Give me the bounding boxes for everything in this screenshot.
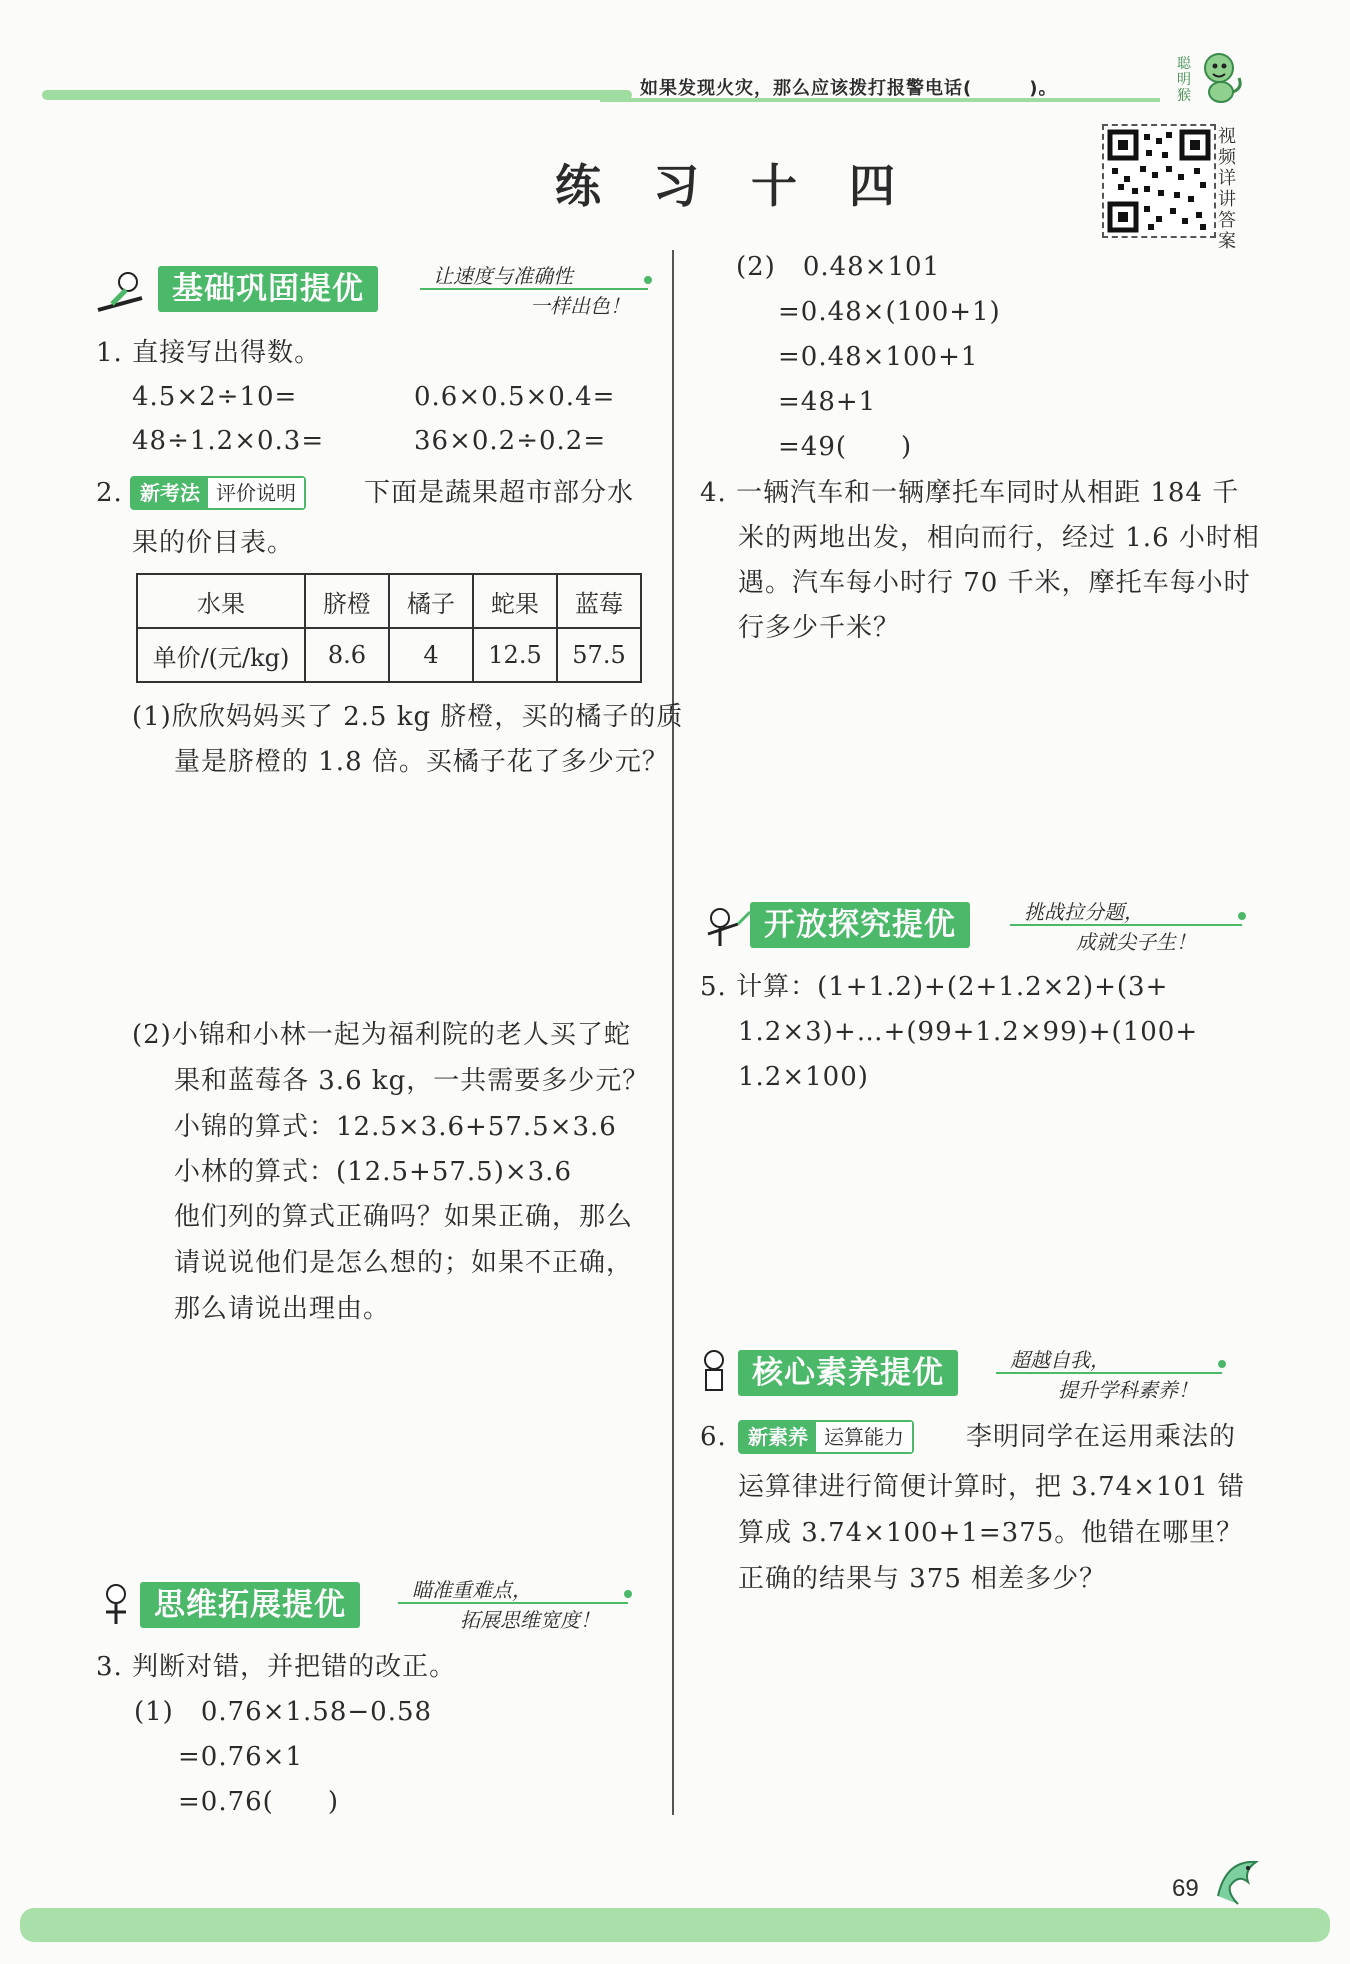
q3-stem: 3. 判断对错，并把错的改正。 [96, 1652, 457, 1682]
q3-part2-line5: =49( ) [778, 432, 913, 462]
explorer-mascot-icon [698, 904, 756, 950]
q6-line4: 正确的结果与 375 相差多少？ [738, 1564, 1107, 1594]
price-table [136, 573, 642, 683]
runner-mascot-icon [92, 270, 150, 316]
slogan-dot [1238, 912, 1246, 920]
q6-line3: 算成 3.74×100+1=375。他错在哪里？ [738, 1518, 1244, 1548]
section-basic-slogan-1: 让速度与准确性 [433, 264, 573, 288]
slogan-dot [644, 276, 652, 284]
q6-line1: 李明同学在运用乘法的 [966, 1422, 1237, 1452]
q2-stem-2: 果的价目表。 [132, 528, 295, 558]
page-title: 练 习 十 四 [555, 159, 914, 213]
q1-item-3: 48÷1.2×0.3= [132, 426, 325, 456]
mascot-label: 聪明猴 [1177, 56, 1191, 104]
price-table-header: 水果 [137, 574, 305, 628]
q1-item-1: 4.5×2÷10= [132, 382, 298, 412]
qr-label: 视频详讲答案 [1218, 126, 1236, 252]
price-table-header: 蓝莓 [557, 574, 641, 628]
qr-code[interactable] [1102, 124, 1216, 238]
q6-number: 6. [700, 1422, 727, 1452]
page-number: 69 [1172, 1875, 1199, 1902]
price-table-cell: 8.6 [305, 628, 389, 682]
q2-part2-line7: 那么请说出理由。 [174, 1294, 391, 1324]
q2-tag [130, 476, 306, 510]
q3-part1-line1: (1) 0.76×1.58−0.58 [134, 1697, 433, 1727]
section-thinking-slogan-1: 瞄准重难点， [412, 1578, 532, 1602]
dolphin-icon [1208, 1852, 1268, 1912]
section-basic-title: 基础巩固提优 [158, 266, 378, 312]
q2-stem-1: 下面是蔬果超市部分水 [364, 478, 635, 508]
q2-part2-line1: (2)小锦和小林一起为福利院的老人买了蛇 [132, 1020, 631, 1050]
q2-part2-line5: 他们列的算式正确吗？如果正确，那么 [174, 1202, 634, 1232]
q2-part2-line6: 请说说他们是怎么想的；如果不正确， [174, 1248, 634, 1278]
q4-line3: 遇。汽车每小时行 70 千米，摩托车每小时 [738, 568, 1251, 598]
q4-line2: 米的两地出发，相向而行，经过 1.6 小时相 [738, 523, 1260, 553]
slogan-dot [1218, 1360, 1226, 1368]
slogan-underline [398, 1602, 628, 1604]
footer-band [20, 1908, 1330, 1942]
q4-line1: 4. 一辆汽车和一辆摩托车同时从相距 184 千 [700, 478, 1240, 508]
price-table-header: 脐橙 [305, 574, 389, 628]
q2-part1-line2: 量是脐橙的 1.8 倍。买橘子花了多少元？ [174, 747, 669, 777]
section-thinking-title: 思维拓展提优 [140, 1582, 360, 1628]
slogan-underline [420, 288, 648, 290]
price-table-cell: 4 [389, 628, 473, 682]
q3-part2-line2: =0.48×(100+1) [778, 297, 1001, 327]
q2-part2-line2: 果和蓝莓各 3.6 kg，一共需要多少元？ [174, 1066, 650, 1096]
section-core-slogan-1: 超越自我， [1010, 1348, 1110, 1372]
q3-part2-line1: (2) 0.48×101 [736, 252, 941, 282]
q1-item-2: 0.6×0.5×0.4= [414, 382, 616, 412]
q1-stem: 1. 直接写出得数。 [96, 338, 322, 368]
price-table-cell: 57.5 [557, 628, 641, 682]
q2-tag-new: 新考法 [132, 478, 208, 508]
q2-tag-desc: 评价说明 [208, 478, 304, 508]
section-basic-slogan-2: 一样出色！ [530, 294, 630, 318]
q2-part1-line1: (1)欣欣妈妈买了 2.5 kg 脐橙，买的橘子的质 [132, 702, 684, 732]
q4-line4: 行多少千米？ [738, 613, 901, 643]
price-table-header: 橘子 [389, 574, 473, 628]
q5-line1: 5. 计算：(1+1.2)+(2+1.2×2)+(3+ [700, 972, 1169, 1002]
slogan-dot [624, 1590, 632, 1598]
section-core-title: 核心素养提优 [738, 1350, 958, 1396]
q1-item-4: 36×0.2÷0.2= [414, 426, 607, 456]
q3-part1-line3: =0.76( ) [178, 1787, 339, 1817]
section-open-slogan-1: 挑战拉分题， [1024, 900, 1144, 924]
header-band [42, 90, 632, 100]
q2-part2-line3: 小锦的算式：12.5×3.6+57.5×3.6 [174, 1112, 617, 1142]
price-table-row [137, 628, 641, 682]
q5-line2: 1.2×3)+…+(99+1.2×99)+(100+ [738, 1017, 1199, 1047]
slogan-underline [996, 1372, 1222, 1374]
section-thinking-slogan-2: 拓展思维宽度！ [460, 1608, 600, 1632]
q3-part2-line3: =0.48×100+1 [778, 342, 979, 372]
column-divider [672, 250, 674, 1815]
price-table-cell: 12.5 [473, 628, 557, 682]
price-table-header-row [137, 574, 641, 628]
slogan-underline [1010, 924, 1242, 926]
q2-number: 2. [96, 478, 123, 508]
q3-part1-line2: =0.76×1 [178, 1742, 304, 1772]
q6-tag [738, 1420, 914, 1454]
q2-part2-line4: 小林的算式：(12.5+57.5)×3.6 [174, 1157, 572, 1187]
q6-tag-new: 新素养 [740, 1422, 816, 1452]
price-table-row-label: 单价/(元/kg) [137, 628, 305, 682]
q3-part2-line4: =48+1 [778, 387, 877, 417]
price-table-header: 蛇果 [473, 574, 557, 628]
header-question: 如果发现火灾，那么应该拨打报警电话( )。 [640, 78, 1058, 99]
q6-tag-desc: 运算能力 [816, 1422, 912, 1452]
q6-line2: 运算律进行简便计算时，把 3.74×101 错 [738, 1472, 1245, 1502]
section-open-title: 开放探究提优 [750, 902, 970, 948]
section-open-slogan-2: 成就尖子生！ [1076, 930, 1196, 954]
section-core-slogan-2: 提升学科素养！ [1058, 1378, 1198, 1402]
q5-line3: 1.2×100) [738, 1062, 869, 1092]
